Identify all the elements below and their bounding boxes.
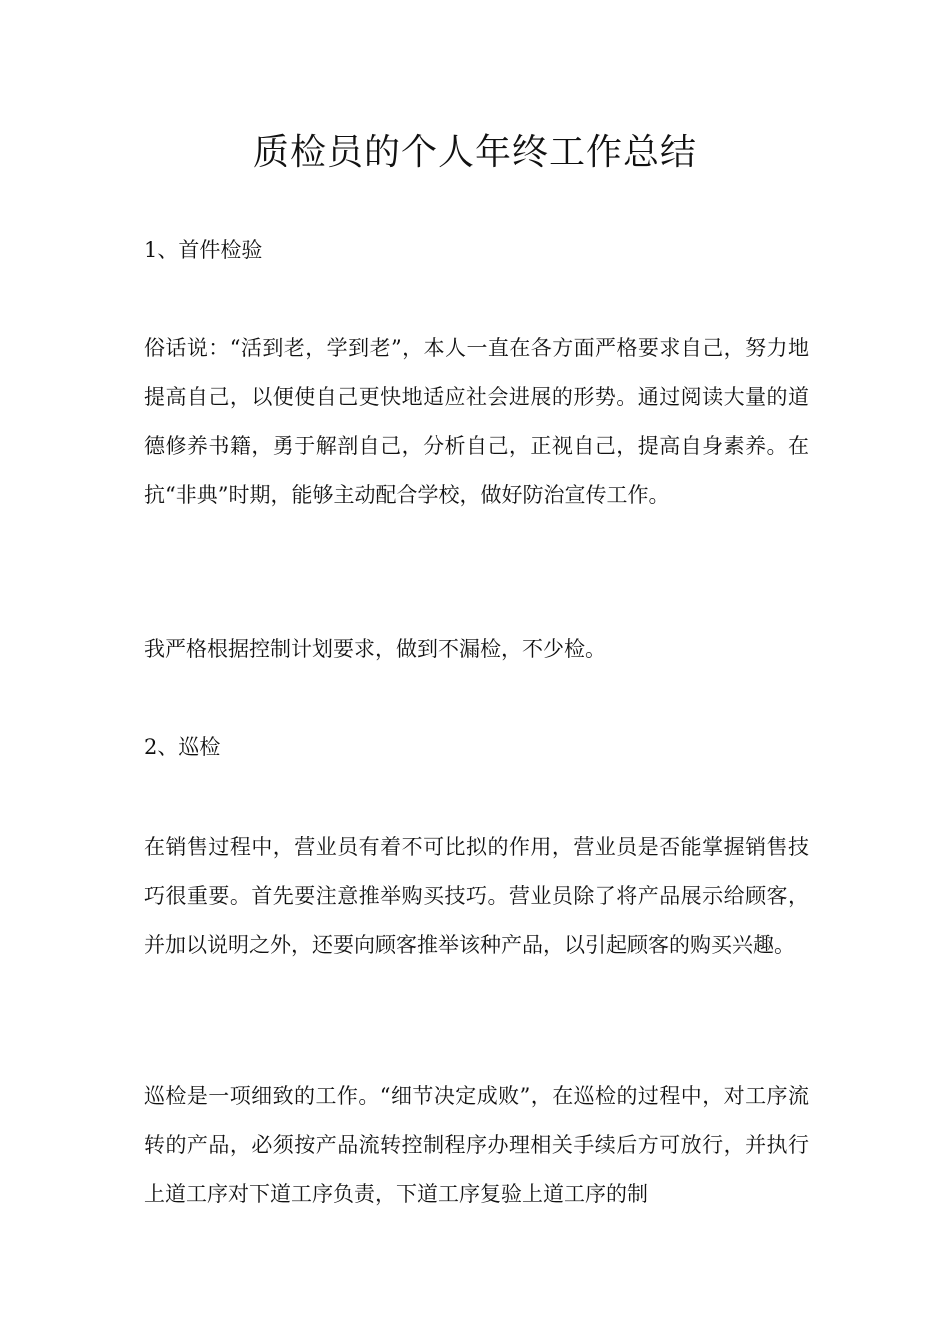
paragraph-self-improvement: 俗话说：“活到老，学到老”，本人一直在各方面严格要求自己，努力地提高自己，以便使自己更快地适应社会进展的形势。通过阅读大量的道德修养书籍，勇于解剖自己，分析自己，正视自己，提高自身素养。在抗“非典”时期，能够主动配合学校，做好防治宣传工作。 bbox=[144, 336, 809, 507]
section-heading-patrol-inspection: 2、巡检 bbox=[144, 735, 221, 759]
paragraph-control-plan: 我严格根据控制计划要求，做到不漏检，不少检。 bbox=[144, 637, 606, 661]
section-heading-first-article-inspection: 1、首件检验 bbox=[144, 238, 263, 262]
document-title: 质检员的个人年终工作总结 bbox=[252, 132, 697, 173]
paragraph-sales-skills: 在销售过程中，营业员有着不可比拟的作用，营业员是否能掌握销售技巧很重要。首先要注意推举购买技巧。营业员除了将产品展示给顾客，并加以说明之外，还要向顾客推举该种产品，以引起顾客的购买兴趣。 bbox=[144, 835, 809, 957]
paragraph-patrol-details: 巡检是一项细致的工作。“细节决定成败”，在巡检的过程中，对工序流转的产品，必须按产品流转控制程序办理相关手续后方可放行，并执行上道工序对下道工序负责，下道工序复验上道工序的制 bbox=[144, 1084, 809, 1206]
